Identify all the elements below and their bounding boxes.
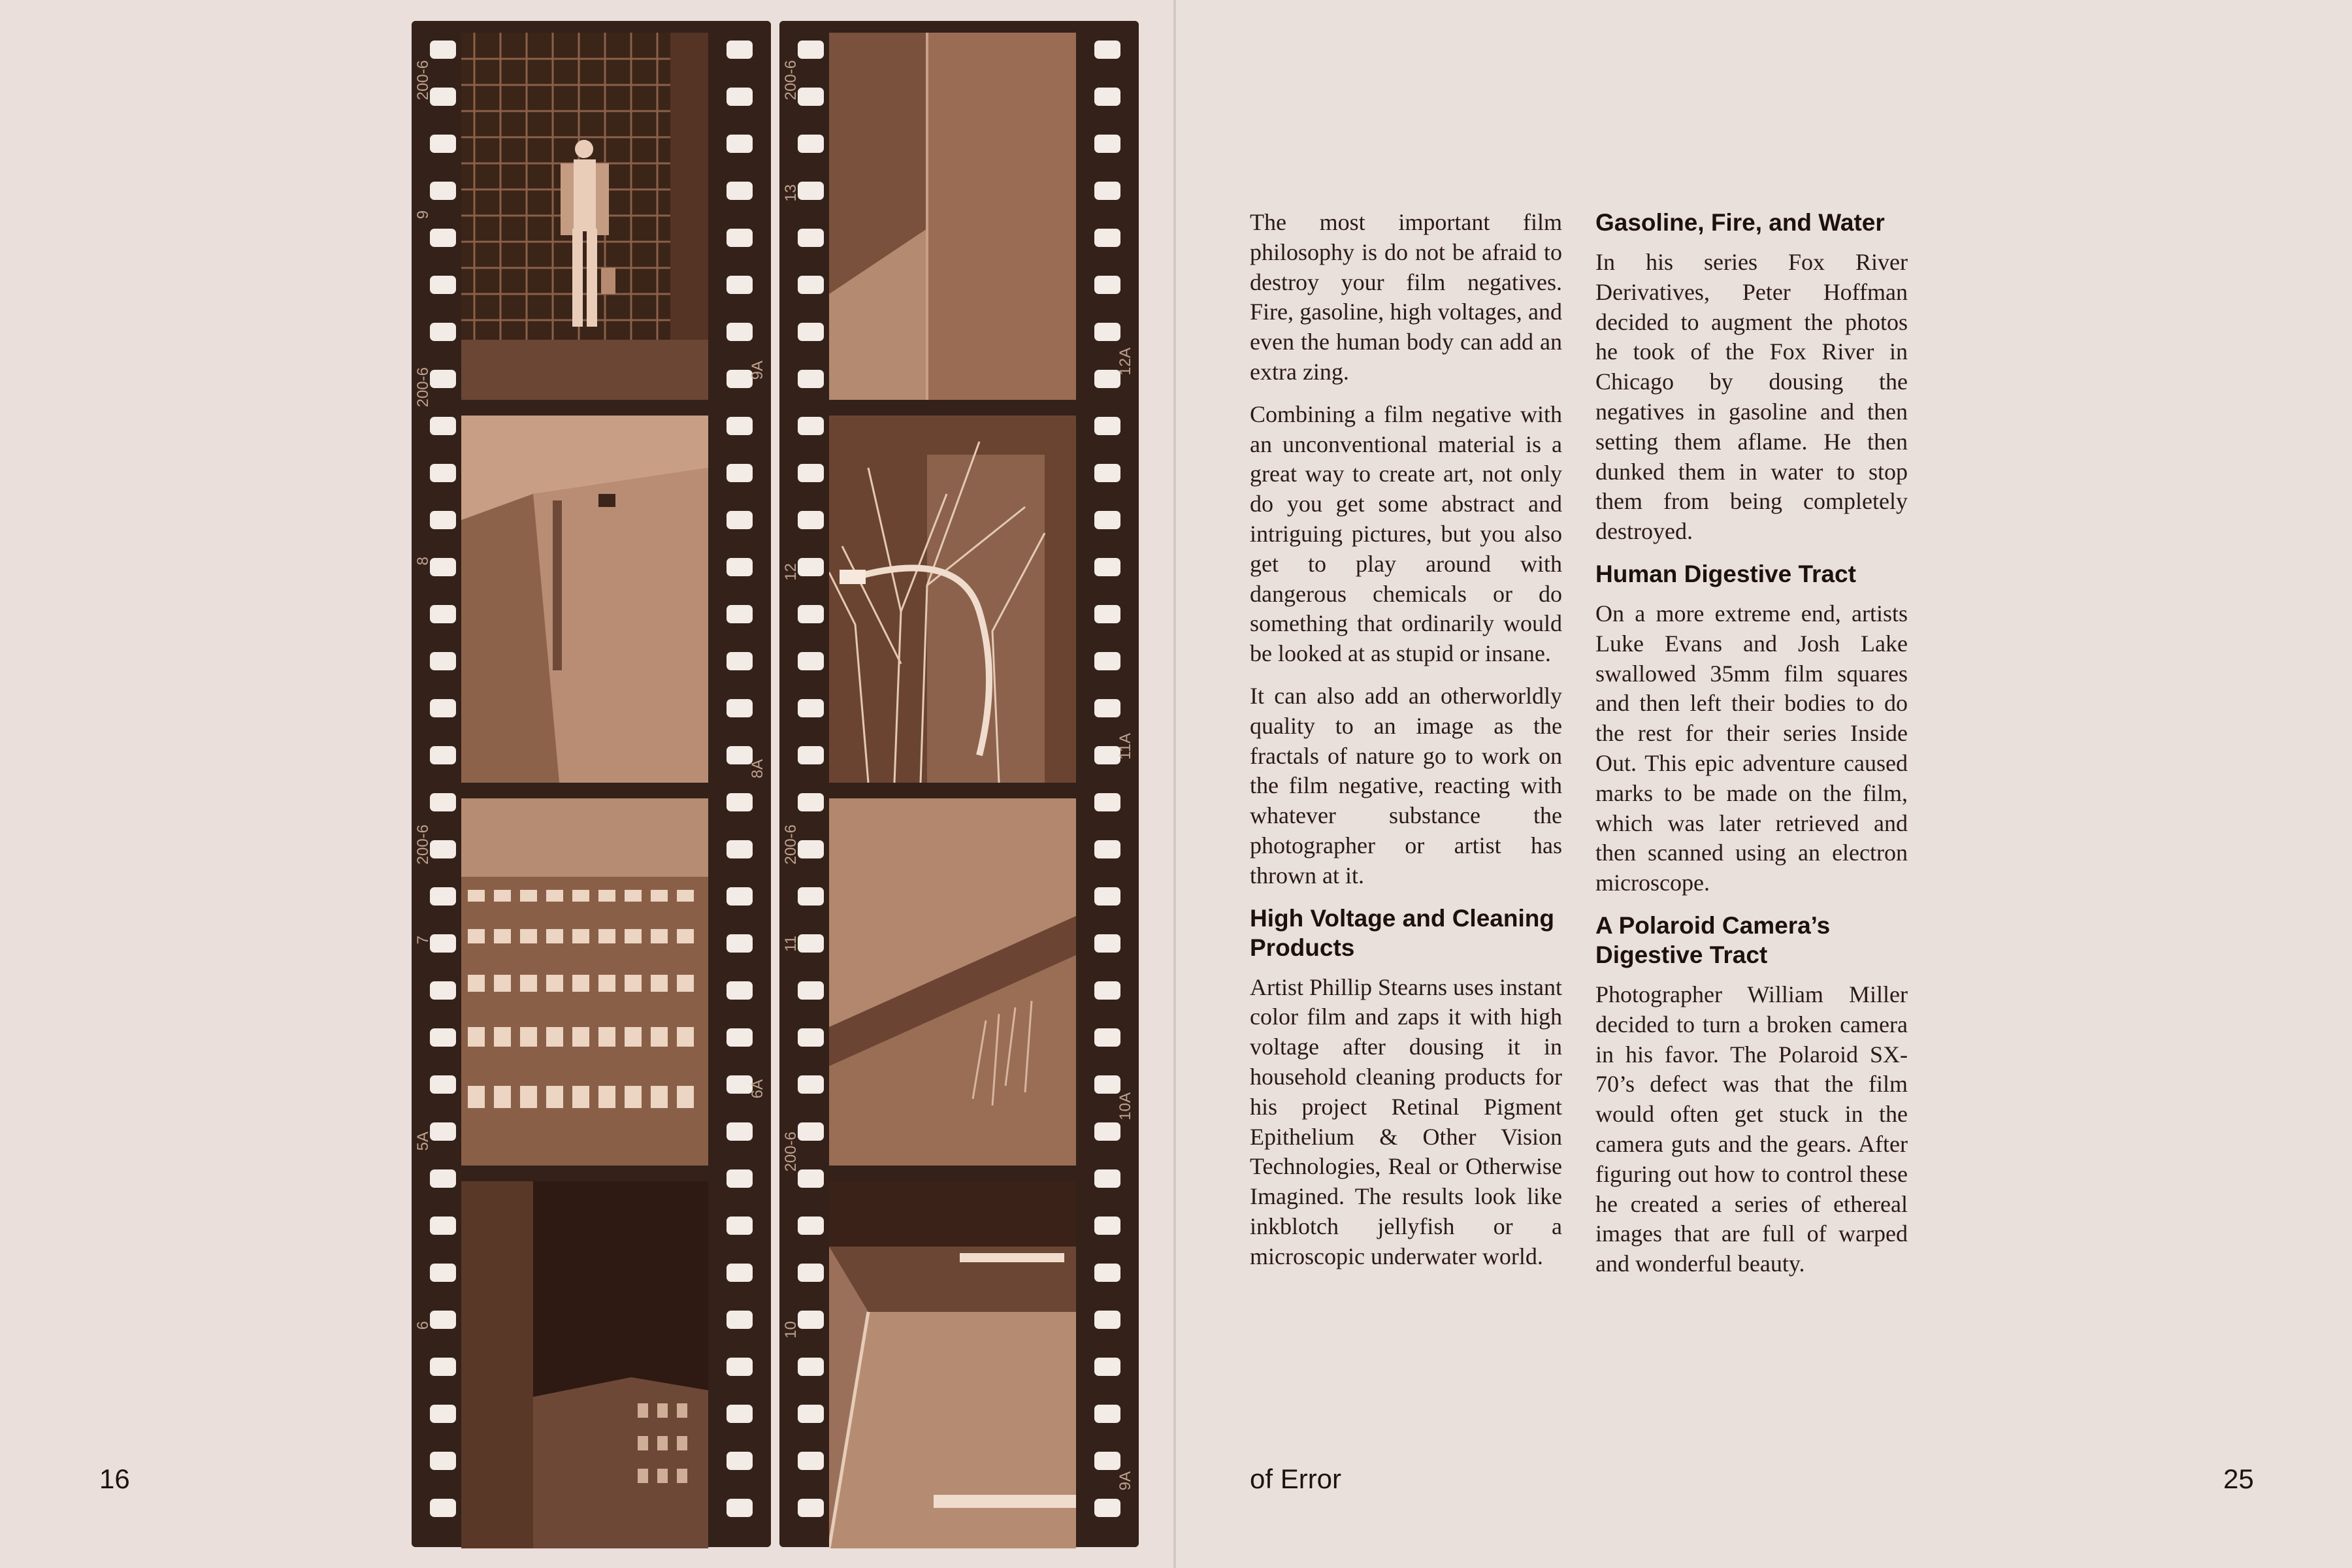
sprocket-hole [798, 135, 824, 153]
sprocket-hole [727, 793, 753, 811]
section-body-high-voltage: Artist Phillip Stearns uses instant color film and zaps it with high voltage after dousing it in household cleaning products for his project Retinal Pigment Epithelium & Other Vision Technologies, Real or Otherwise Imagined. The results look like inkblotch jellyfish or a microscopic underwater world. [1250, 973, 1563, 1269]
edge-code: 12A [1117, 348, 1134, 376]
sprocket-hole [1094, 558, 1120, 576]
frame-number: 10 [782, 1321, 800, 1339]
sprocket-hole [727, 323, 753, 341]
sprocket-hole [798, 370, 824, 388]
photo-frame-man-standing [461, 33, 708, 400]
sprocket-hole [430, 417, 456, 435]
sprocket-hole [798, 840, 824, 858]
sprocket-hole [727, 1169, 753, 1188]
running-title: of Error [1250, 1463, 1342, 1494]
photo-frame-dark-building [461, 1181, 708, 1548]
sprocket-holes-right [1094, 41, 1120, 1537]
page-number-right: 25 [2223, 1463, 2254, 1494]
sprocket-hole [798, 1405, 824, 1423]
sprocket-hole [1094, 1311, 1120, 1329]
sprocket-hole [430, 605, 456, 623]
sprocket-hole [1094, 652, 1120, 670]
sprocket-hole [1094, 1122, 1120, 1141]
sprocket-hole [727, 1311, 753, 1329]
sprocket-hole [430, 558, 456, 576]
section-body-polaroid: Photographer William Miller decided to turn a broken camera in his favor. The Polaroid SX-70’s defect was that the film would often get stuck in the camera guts and the gears. After figuring out how to control these he created a series of ethereal images that are full of warped and wonderful beauty. [1595, 981, 1908, 1277]
frame-number: 12 [782, 563, 800, 581]
sprocket-hole [727, 88, 753, 106]
sprocket-hole [1094, 182, 1120, 200]
sprocket-hole [727, 182, 753, 200]
sprocket-hole [430, 981, 456, 1000]
sprocket-hole [430, 229, 456, 247]
sprocket-hole [798, 1075, 824, 1094]
sprocket-hole [1094, 229, 1120, 247]
sprocket-hole [727, 417, 753, 435]
sprocket-hole [798, 652, 824, 670]
sprocket-hole [727, 1217, 753, 1235]
edge-code: 200-6 [414, 825, 432, 865]
sprocket-hole [430, 135, 456, 153]
intro-paragraph-1: The most important film philosophy is do not be afraid to destroy your film negatives. Fire, gasoline, high voltages, and even the human body can add an extra zing. [1250, 209, 1562, 385]
sprocket-hole [798, 605, 824, 623]
frame-number: 7 [414, 936, 432, 945]
sprocket-hole [430, 1169, 456, 1188]
section-heading-gasoline: Gasoline, Fire, and Water [1595, 209, 1885, 236]
photo-frame-ceiling-corner [461, 416, 708, 783]
sprocket-hole [1094, 1452, 1120, 1470]
edge-code: 200-6 [414, 367, 432, 408]
left-page [0, 0, 1173, 1568]
sprocket-hole [1094, 981, 1120, 1000]
edge-code: 200-6 [782, 825, 800, 865]
edge-code: 8A [749, 759, 766, 779]
sprocket-hole [430, 1028, 456, 1047]
sprocket-hole [727, 464, 753, 482]
sprocket-holes-right [727, 41, 753, 1537]
sprocket-hole [727, 41, 753, 59]
edge-code: 200-6 [782, 1132, 800, 1172]
sprocket-hole [798, 41, 824, 59]
sprocket-hole [430, 746, 456, 764]
edge-code: 200-6 [414, 60, 432, 101]
sprocket-hole [727, 699, 753, 717]
text-column-2 [1595, 208, 1908, 1292]
sprocket-hole [727, 1358, 753, 1376]
sprocket-hole [798, 88, 824, 106]
sprocket-hole [430, 1405, 456, 1423]
sprocket-hole [1094, 1358, 1120, 1376]
sprocket-hole [798, 1358, 824, 1376]
sprocket-hole [798, 1217, 824, 1235]
sprocket-hole [727, 558, 753, 576]
film-strip-2 [779, 21, 1139, 1547]
sprocket-hole [727, 840, 753, 858]
edge-code: 9A [1117, 1471, 1134, 1491]
sprocket-hole [430, 1452, 456, 1470]
sprocket-hole [727, 1499, 753, 1517]
sprocket-hole [798, 793, 824, 811]
sprocket-hole [1094, 1028, 1120, 1047]
sprocket-hole [430, 511, 456, 529]
sprocket-hole [430, 840, 456, 858]
section-body-digestive-tract: On a more extreme end, artists Luke Evans and Josh Lake swallowed 35mm film squares and then left their bodies to do the rest for their series Inside Out. This epic adventure caused marks to be made on the film, which was later retrieved and then scanned using an electron microscope. [1595, 600, 1908, 896]
section-heading-high-voltage: High Voltage and Cleaning Products [1250, 904, 1554, 961]
sprocket-holes-left [430, 41, 456, 1537]
photo-frame-ceiling-glass [829, 1181, 1076, 1548]
sprocket-hole [798, 558, 824, 576]
sprocket-hole [430, 934, 456, 953]
edge-code: 10A [1117, 1092, 1134, 1120]
sprocket-hole [430, 41, 456, 59]
sprocket-hole [1094, 41, 1120, 59]
sprocket-hole [727, 229, 753, 247]
sprocket-hole [1094, 605, 1120, 623]
text-column-1 [1250, 208, 1562, 1284]
sprocket-hole [430, 887, 456, 906]
edge-code: 11A [1117, 733, 1134, 760]
sprocket-hole [798, 746, 824, 764]
sprocket-hole [1094, 1264, 1120, 1282]
sprocket-hole [1094, 323, 1120, 341]
sprocket-hole [1094, 1217, 1120, 1235]
sprocket-hole [430, 464, 456, 482]
photo-frame-wall-angle [829, 33, 1076, 400]
sprocket-hole [727, 276, 753, 294]
sprocket-hole [798, 464, 824, 482]
edge-code: 6A [749, 1079, 766, 1099]
sprocket-hole [798, 511, 824, 529]
sprocket-hole [727, 981, 753, 1000]
sprocket-hole [798, 934, 824, 953]
page-number-left: 16 [99, 1463, 130, 1494]
sprocket-hole [1094, 840, 1120, 858]
sprocket-hole [798, 417, 824, 435]
sprocket-hole [430, 1217, 456, 1235]
sprocket-hole [1094, 1169, 1120, 1188]
sprocket-hole [1094, 887, 1120, 906]
sprocket-hole [798, 1264, 824, 1282]
sprocket-hole [798, 1028, 824, 1047]
edge-code: 5A [414, 1132, 432, 1151]
frame-number: 13 [782, 184, 800, 202]
sprocket-hole [1094, 464, 1120, 482]
sprocket-hole [727, 511, 753, 529]
sprocket-hole [798, 229, 824, 247]
section-heading-polaroid: A Polaroid Camera’s Digestive Tract [1595, 911, 1831, 968]
photo-frame-tree-lamp [829, 416, 1076, 783]
sprocket-hole [1094, 511, 1120, 529]
section-body-gasoline: In his series Fox River Derivatives, Peter Hoffman decided to augment the photos he took of the Fox River in Chicago by dousing the negatives in gasoline and then setting them aflame. He then dunked them in water to stop them from being completely destroyed. [1595, 249, 1908, 545]
sprocket-hole [1094, 135, 1120, 153]
photo-frame-diagonal-streaks [829, 798, 1076, 1166]
sprocket-holes-left [798, 41, 824, 1537]
sprocket-hole [430, 276, 456, 294]
sprocket-hole [727, 605, 753, 623]
sprocket-hole [798, 1499, 824, 1517]
sprocket-hole [798, 323, 824, 341]
sprocket-hole [430, 652, 456, 670]
sprocket-hole [798, 699, 824, 717]
sprocket-hole [727, 652, 753, 670]
sprocket-hole [798, 887, 824, 906]
sprocket-hole [1094, 934, 1120, 953]
sprocket-hole [430, 1122, 456, 1141]
sprocket-hole [727, 135, 753, 153]
sprocket-hole [727, 934, 753, 953]
sprocket-hole [798, 182, 824, 200]
photo-frame-building-windows [461, 798, 708, 1166]
sprocket-hole [727, 1028, 753, 1047]
sprocket-hole [727, 887, 753, 906]
sprocket-hole [430, 793, 456, 811]
sprocket-hole [727, 1405, 753, 1423]
sprocket-hole [798, 1452, 824, 1470]
sprocket-hole [1094, 276, 1120, 294]
intro-paragraph-2: Combining a film negative with an unconventional material is a great way to create art, not only do you get some abstract and intriguing pictures, but you also get to play around with dangerous chemicals or do something that ordinarily would be looked at as stupid or insane. [1250, 400, 1562, 667]
frame-number: 6 [414, 1321, 432, 1330]
sprocket-hole [798, 1311, 824, 1329]
sprocket-hole [430, 323, 456, 341]
sprocket-hole [1094, 793, 1120, 811]
sprocket-hole [430, 1499, 456, 1517]
sprocket-hole [430, 88, 456, 106]
sprocket-hole [798, 276, 824, 294]
edge-code: 200-6 [782, 60, 800, 101]
sprocket-hole [430, 1358, 456, 1376]
film-strip-1 [412, 21, 771, 1547]
sprocket-hole [727, 1264, 753, 1282]
sprocket-hole [798, 1122, 824, 1141]
sprocket-hole [727, 1122, 753, 1141]
sprocket-hole [1094, 1075, 1120, 1094]
edge-code: 9A [749, 361, 766, 380]
sprocket-hole [1094, 417, 1120, 435]
section-heading-digestive-tract: Human Digestive Tract [1595, 560, 1856, 587]
frame-number: 8 [414, 557, 432, 566]
sprocket-hole [1094, 1405, 1120, 1423]
sprocket-hole [1094, 699, 1120, 717]
sprocket-hole [1094, 1499, 1120, 1517]
sprocket-hole [430, 1264, 456, 1282]
sprocket-hole [430, 182, 456, 200]
sprocket-hole [430, 1075, 456, 1094]
frame-number: 9 [414, 210, 432, 220]
sprocket-hole [430, 1311, 456, 1329]
sprocket-hole [798, 981, 824, 1000]
sprocket-hole [430, 370, 456, 388]
sprocket-hole [430, 699, 456, 717]
sprocket-hole [727, 1452, 753, 1470]
frame-number: 11 [782, 936, 800, 952]
sprocket-hole [1094, 88, 1120, 106]
intro-paragraph-3: It can also add an otherworldly quality to an image as the fractals of nature go to work on the film negative, reacting with whatever substance the photographer or artist has thrown at it. [1250, 682, 1562, 889]
sprocket-hole [798, 1169, 824, 1188]
